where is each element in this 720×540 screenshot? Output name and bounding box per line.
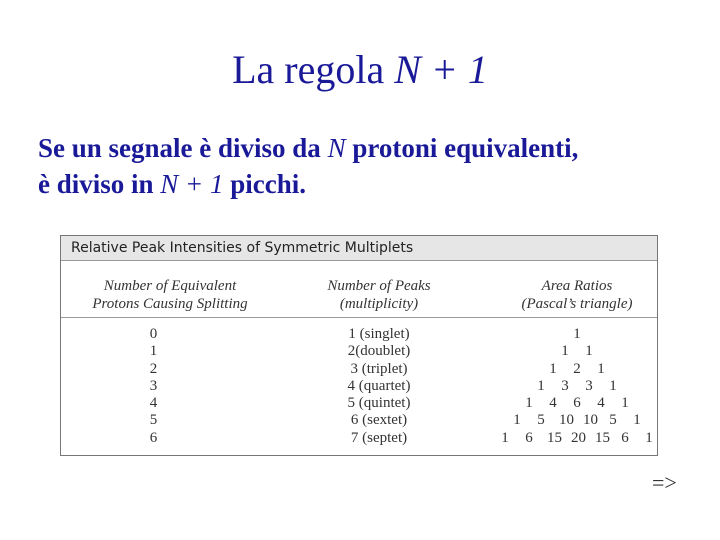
cell-area-ratios [479,326,675,343]
pascal-value: 3 [585,377,593,394]
pascal-value: 1 [525,395,533,412]
pascal-value: 1 [573,326,581,342]
cell-number-of-peaks: 6 (sextet) [350,412,408,429]
pascal-value: 1 [585,343,593,360]
pascal-value: 10 [583,412,598,429]
cell-number-of-peaks: 2(doublet) [347,343,411,360]
pascal-value: 1 [537,377,545,394]
pascal-value: 1 [621,395,629,412]
intro-text [38,130,708,202]
header-equivalent-protons [61,277,279,313]
header-divider [61,317,657,318]
pascal-value: 1 [561,343,569,360]
pascal-value: 4 [549,395,557,412]
cell-number-of-peaks: 7 (septet) [350,429,408,446]
multiplet-table [60,235,658,456]
cell-equivalent-protons: 0 [149,326,158,342]
pascal-value: 5 [537,412,545,429]
cell-number-of-peaks: 5 (quintet) [347,395,411,412]
pascal-value: 5 [609,412,617,429]
pascal-value: 6 [525,429,533,446]
slide-title-math: N + 1 [394,47,488,92]
cell-area-ratios [479,361,675,378]
slide-title [0,46,720,94]
intro-line-2-math: N + 1 [160,169,224,199]
header-line: Number of Peaks [327,278,431,294]
cell-equivalent-protons: 3 [149,377,158,394]
next-slide-button[interactable]: => [652,470,677,495]
column-number-of-peaks [279,326,479,447]
pascal-value: 6 [573,395,581,412]
pascal-value: 2 [573,360,581,377]
header-line: (Pascal’s triangle) [521,296,633,312]
cell-area-ratios [479,395,675,412]
cell-number-of-peaks: 4 (quartet) [347,377,411,394]
pascal-value: 6 [621,429,629,446]
column-area-ratios [479,326,675,447]
header-line: (multiplicity) [339,296,419,312]
pascal-value: 4 [597,395,605,412]
intro-line-1 [38,130,708,166]
cell-equivalent-protons: 4 [149,395,158,412]
pascal-value: 20 [571,429,586,446]
pascal-value: 15 [547,429,562,446]
pascal-value: 3 [561,377,569,394]
cell-equivalent-protons: 6 [149,429,158,446]
intro-line-2-a: è diviso in [38,169,161,199]
cell-equivalent-protons: 1 [149,343,158,360]
cell-equivalent-protons: 5 [149,412,158,429]
cell-number-of-peaks: 3 (triplet) [350,360,408,377]
intro-line-2-b: picchi. [223,169,307,199]
table-title: Relative Peak Intensities of Symmetric Multiplets [61,236,657,261]
pascal-value: 1 [597,360,605,377]
column-equivalent-protons [61,326,246,447]
cell-area-ratios [479,430,675,447]
pascal-value: 1 [549,360,557,377]
pascal-value: 1 [633,412,641,429]
header-line: Protons Causing Splitting [92,296,248,312]
pascal-value: 1 [645,429,653,446]
intro-line-2 [38,166,708,202]
slide-title-text: La regola [232,47,395,92]
pascal-value: 1 [513,412,521,429]
cell-area-ratios [479,412,675,429]
intro-line-1-a: Se un segnale è diviso da [38,133,328,163]
header-line: Area Ratios [541,278,613,294]
header-number-of-peaks [279,277,479,313]
cell-area-ratios [479,378,675,395]
cell-area-ratios [479,343,675,360]
pascal-value: 1 [609,377,617,394]
cell-equivalent-protons: 2 [149,360,158,377]
header-line: Number of Equivalent [103,278,237,294]
pascal-value: 10 [559,412,574,429]
header-area-ratios [479,277,675,313]
intro-line-1-math: N [327,133,346,163]
pascal-value: 15 [595,429,610,446]
pascal-value: 1 [501,429,509,446]
intro-line-1-b: protoni equivalenti, [345,133,579,163]
cell-number-of-peaks: 1 (singlet) [348,326,410,342]
